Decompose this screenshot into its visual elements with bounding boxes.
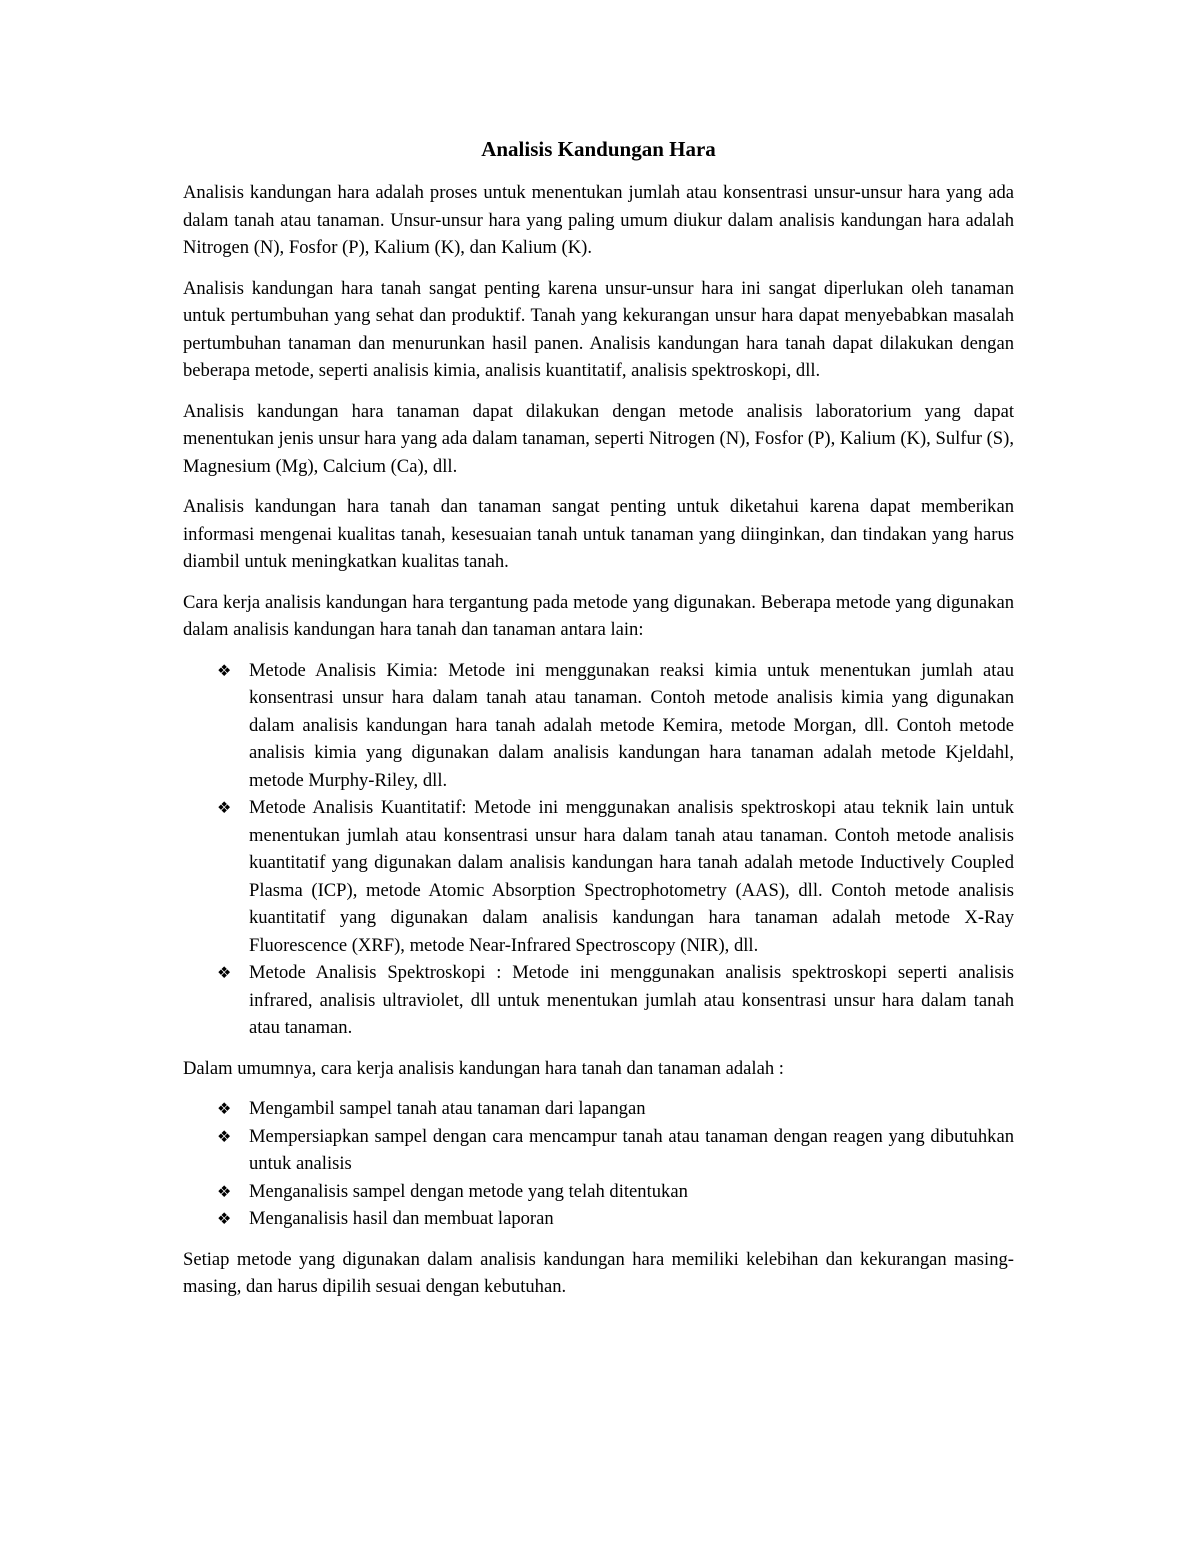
diamond-bullet-icon: ❖ <box>217 1209 232 1228</box>
paragraph-soil-plant-importance: Analisis kandungan hara tanah dan tanaman sangat penting untuk diketahui karena dapat memberikan informasi mengenai kualitas tanah, kesesuaian tanah untuk tanaman yang diinginkan, dan tindakan yang harus diambil untuk meningkatkan kualitas tanah. <box>183 496 1014 572</box>
list-item-chemical-method <box>183 657 1014 795</box>
document-page <box>183 133 1014 1314</box>
document-title: Analisis Kandungan Hara <box>481 137 716 161</box>
paragraph-definition: Analisis kandungan hara adalah proses untuk menentukan jumlah atau konsentrasi unsur-unsur hara yang ada dalam tanah atau tanaman. Unsur-unsur hara yang paling umum diukur dalam analisis kandungan hara adalah Nitrogen (N), Fosfor (P), Kalium (K), dan Kalium (K). <box>183 182 1014 258</box>
list-item-text: Metode Analisis Kimia: Metode ini menggunakan reaksi kimia untuk menentukan jumlah atau konsentrasi unsur hara dalam tanah atau tanaman. Contoh metode analisis kimia yang digunakan dalam analisis kandungan hara tanah adalah metode Kemira, metode Morgan, dll. Contoh metode analisis kimia yang digunakan dalam analisis kandungan hara tanaman adalah metode Kjeldahl, metode Murphy-Riley, dll. <box>249 659 1014 791</box>
paragraph-steps-intro: Dalam umumnya, cara kerja analisis kandungan hara tanah dan tanaman adalah : <box>183 1057 784 1079</box>
paragraph-soil-importance: Analisis kandungan hara tanah sangat penting karena unsur-unsur hara ini sangat diperlukan oleh tanaman untuk pertumbuhan yang sehat dan produktif. Tanah yang kekurangan unsur hara dapat menyebabkan masalah pertumbuhan tanaman dan menurunkan hasil panen. Analisis kandungan hara tanah dapat dilakukan dengan beberapa metode, seperti analisis kimia, analisis kuantitatif, analisis spektroskopi, dll. <box>183 277 1014 381</box>
paragraph-closing: Setiap metode yang digunakan dalam analisis kandungan hara memiliki kelebihan dan kekurangan masing-masing, dan harus dipilih sesuai dengan kebutuhan. <box>183 1248 1014 1297</box>
diamond-bullet-icon: ❖ <box>217 1099 232 1118</box>
list-item-quantitative-method <box>183 794 1014 959</box>
methods-list <box>183 657 1014 1042</box>
list-item-step-2 <box>183 1123 1014 1178</box>
diamond-bullet-icon: ❖ <box>217 798 232 817</box>
list-item-step-3 <box>183 1178 1014 1206</box>
steps-list <box>183 1095 1014 1233</box>
list-item-text: Menganalisis hasil dan membuat laporan <box>249 1208 554 1229</box>
diamond-bullet-icon: ❖ <box>217 1126 232 1146</box>
diamond-bullet-icon: ❖ <box>217 660 232 680</box>
list-item-text: Metode Analisis Spektroskopi : Metode ini menggunakan analisis spektroskopi seperti analisis infrared, analisis ultraviolet, dll untuk menentukan jumlah atau konsentrasi unsur hara dalam tanah atau tanaman. <box>249 962 1014 1038</box>
list-item-text: Menganalisis sampel dengan metode yang telah ditentukan <box>249 1180 688 1202</box>
paragraph-plant-analysis: Analisis kandungan hara tanaman dapat dilakukan dengan metode analisis laboratorium yang dapat menentukan jenis unsur hara yang ada dalam tanaman, seperti Nitrogen (N), Fosfor (P), Kalium (K), Sulfur (S), Magnesium (Mg), Calcium (Ca), dll. <box>183 400 1014 477</box>
list-item-text: Mengambil sampel tanah atau tanaman dari lapangan <box>249 1098 646 1119</box>
paragraph-methods-intro: Cara kerja analisis kandungan hara tergantung pada metode yang digunakan. Beberapa metode yang digunakan dalam analisis kandungan hara tanah dan tanaman antara lain: <box>183 591 1014 640</box>
list-item-text: Mempersiapkan sampel dengan cara mencampur tanah atau tanaman dengan reagen yang dibutuhkan untuk analisis <box>249 1125 1014 1174</box>
list-item-step-4 <box>183 1205 1014 1233</box>
diamond-bullet-icon: ❖ <box>217 1181 232 1201</box>
list-item-spectroscopy-method <box>183 959 1014 1042</box>
diamond-bullet-icon: ❖ <box>217 963 232 982</box>
list-item-step-1 <box>183 1095 1014 1123</box>
list-item-text: Metode Analisis Kuantitatif: Metode ini menggunakan analisis spektroskopi atau teknik lain untuk menentukan jumlah atau konsentrasi unsur hara dalam tanah atau tanaman. Contoh metode analisis kuantitatif yang digunakan dalam analisis kandungan hara tanah adalah metode Inductively Coupled Plasma (ICP), metode Atomic Absorption Spectrophotometry (AAS), dll. Contoh metode analisis kuantitatif yang digunakan dalam analisis kandungan hara tanaman adalah metode X-Ray Fluorescence (XRF), metode Near-Infrared Spectroscopy (NIR), dll. <box>249 797 1014 956</box>
